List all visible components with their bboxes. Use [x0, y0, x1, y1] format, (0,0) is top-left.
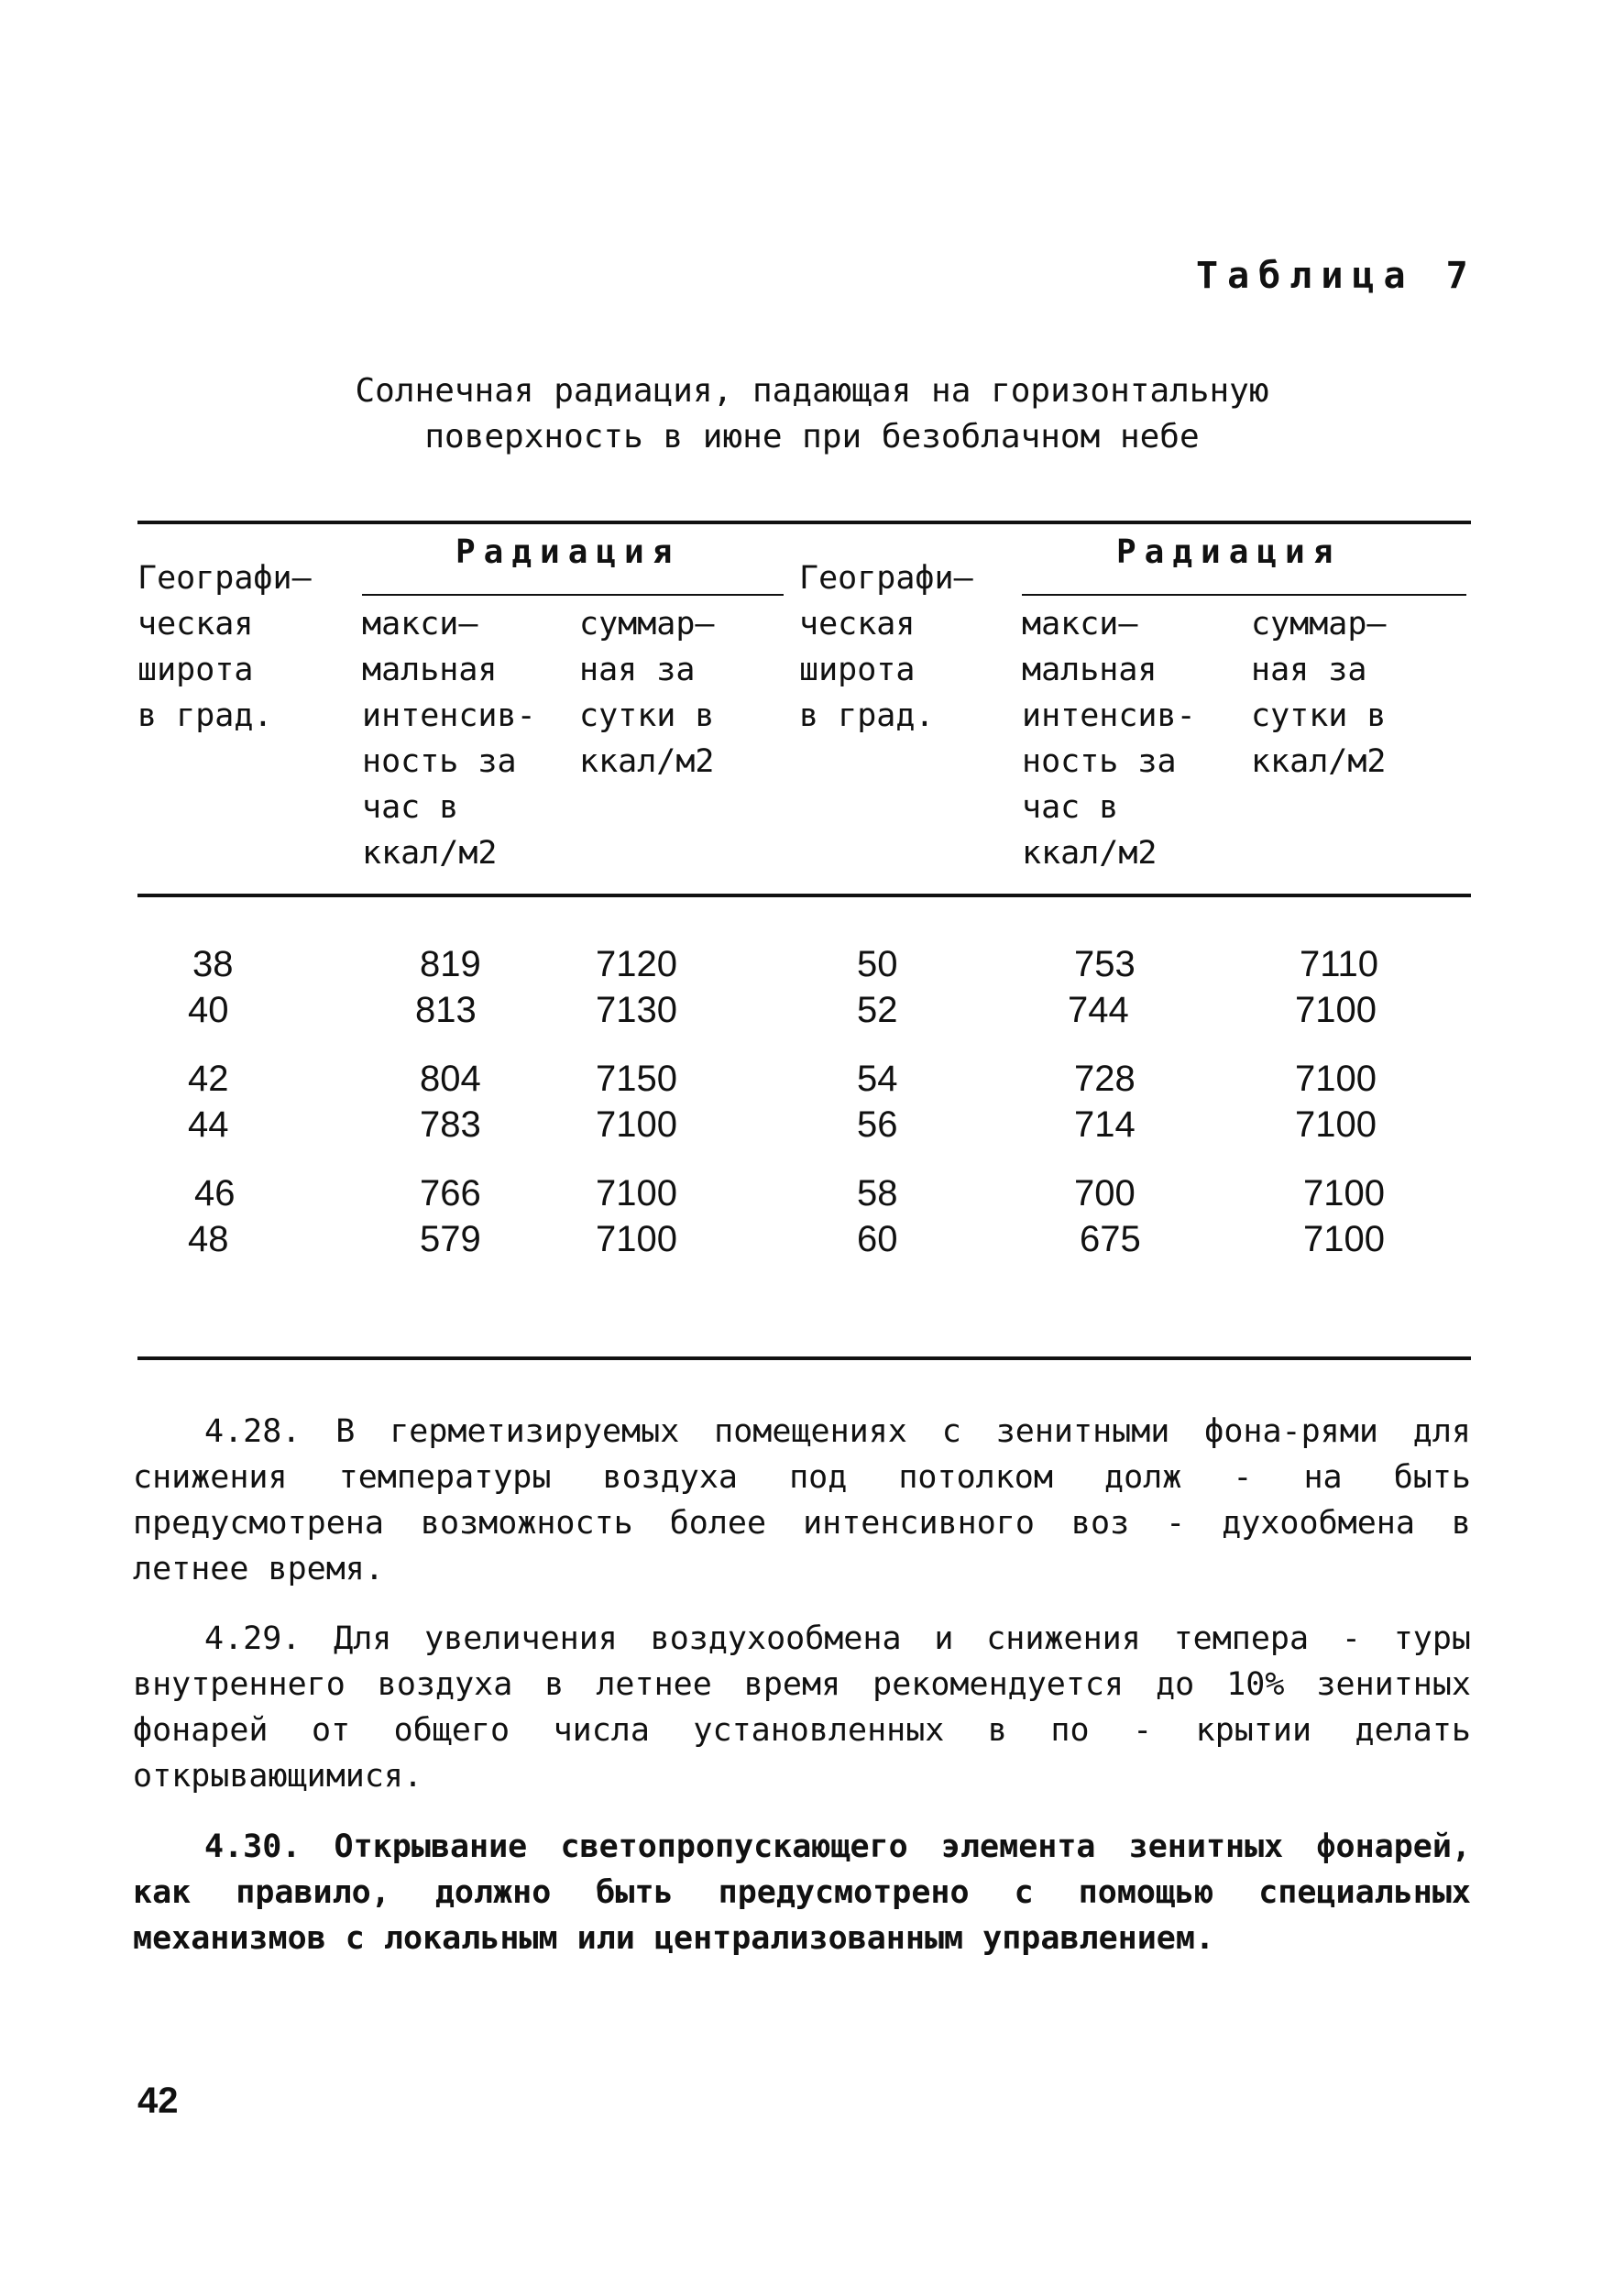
- table-label: Таблица 7: [1196, 255, 1477, 297]
- page-number: 42: [137, 2081, 179, 2121]
- cell-max2: 700: [1074, 1173, 1136, 1213]
- cell-max2: 753: [1074, 944, 1136, 984]
- header-radiation-right: Радиация: [1116, 533, 1342, 571]
- cell-sum2: 7100: [1295, 1104, 1377, 1145]
- header-latitude-left: ческая широта в град.: [137, 606, 273, 734]
- header-radiation-left: Радиация: [455, 533, 681, 571]
- cell-sum2: 7100: [1303, 1219, 1385, 1259]
- cell-sum1: 7100: [596, 1104, 677, 1145]
- cell-sum2: 7100: [1295, 990, 1377, 1030]
- cell-lat1: 38: [192, 944, 234, 984]
- cell-lat1: 44: [188, 1104, 229, 1145]
- header-daily-total-right: суммар– ная за сутки в ккал/м2: [1251, 606, 1387, 780]
- cell-max1: 804: [420, 1059, 481, 1099]
- radiation-rule-right: [1022, 594, 1466, 596]
- cell-max1: 579: [420, 1219, 481, 1259]
- cell-lat1: 48: [188, 1219, 229, 1259]
- cell-sum1: 7150: [596, 1059, 677, 1099]
- header-latitude-right-line1: Географи–: [799, 560, 973, 597]
- header-daily-total-left: суммар– ная за сутки в ккал/м2: [579, 606, 715, 780]
- paragraph-4-29: 4.29. Для увеличения воздухообмена и снижения темпера - туры внутреннего воздуха в летнее время рекомендуется до 10% зенитных фонарей от общего числа установленных в по - крытии делать открывающимися.: [133, 1620, 1471, 1795]
- cell-max2: 728: [1074, 1059, 1136, 1099]
- header-max-intensity-left: макси– мальная интенсив- ность за час в ккал/м2: [362, 606, 536, 872]
- cell-max1: 783: [420, 1104, 481, 1145]
- cell-max1: 766: [420, 1173, 481, 1213]
- paragraph-4-30: 4.30. Открывание светопропускающего элемента зенитных фонарей, как правило, должно быть предусмотрено с помощью специальных механизмов с локальным или централизованным управлением.: [133, 1828, 1471, 1957]
- header-latitude-right: ческая широта в град.: [799, 606, 935, 734]
- cell-sum1: 7100: [596, 1219, 677, 1259]
- cell-max2: 714: [1074, 1104, 1136, 1145]
- paragraph-4-28: 4.28. В герметизируемых помещениях с зенитными фона-рями для снижения температуры воздуха под потолком долж - на быть предусмотрена возможность более интенсивного воз - духообмена в летнее время.: [133, 1413, 1471, 1587]
- radiation-rule-left: [362, 594, 784, 596]
- cell-lat2: 60: [857, 1219, 898, 1259]
- table-caption-line2: поверхность в июне при безоблачном небе: [424, 418, 1200, 456]
- cell-lat2: 56: [857, 1104, 898, 1145]
- cell-sum2: 7100: [1295, 1059, 1377, 1099]
- cell-lat2: 58: [857, 1173, 898, 1213]
- cell-lat1: 46: [194, 1173, 236, 1213]
- cell-lat1: 42: [188, 1059, 229, 1099]
- cell-sum1: 7130: [596, 990, 677, 1030]
- cell-max1: 813: [415, 990, 477, 1030]
- cell-lat2: 50: [857, 944, 898, 984]
- cell-max2: 675: [1080, 1219, 1141, 1259]
- cell-sum1: 7100: [596, 1173, 677, 1213]
- header-latitude-left-line1: Географи–: [137, 560, 312, 597]
- cell-lat2: 54: [857, 1059, 898, 1099]
- cell-sum1: 7120: [596, 944, 677, 984]
- cell-lat1: 40: [188, 990, 229, 1030]
- cell-sum2: 7110: [1300, 944, 1379, 984]
- cell-max1: 819: [420, 944, 481, 984]
- cell-lat2: 52: [857, 990, 898, 1030]
- cell-sum2: 7100: [1303, 1173, 1385, 1213]
- header-max-intensity-right: макси– мальная интенсив- ность за час в ккал/м2: [1022, 606, 1196, 872]
- table-bottom-rule: [137, 1356, 1471, 1360]
- header-bottom-rule: [137, 894, 1471, 897]
- table-top-rule: [137, 521, 1471, 524]
- cell-max2: 744: [1068, 990, 1129, 1030]
- table-caption-line1: Солнечная радиация, падающая на горизонтальную: [355, 372, 1269, 410]
